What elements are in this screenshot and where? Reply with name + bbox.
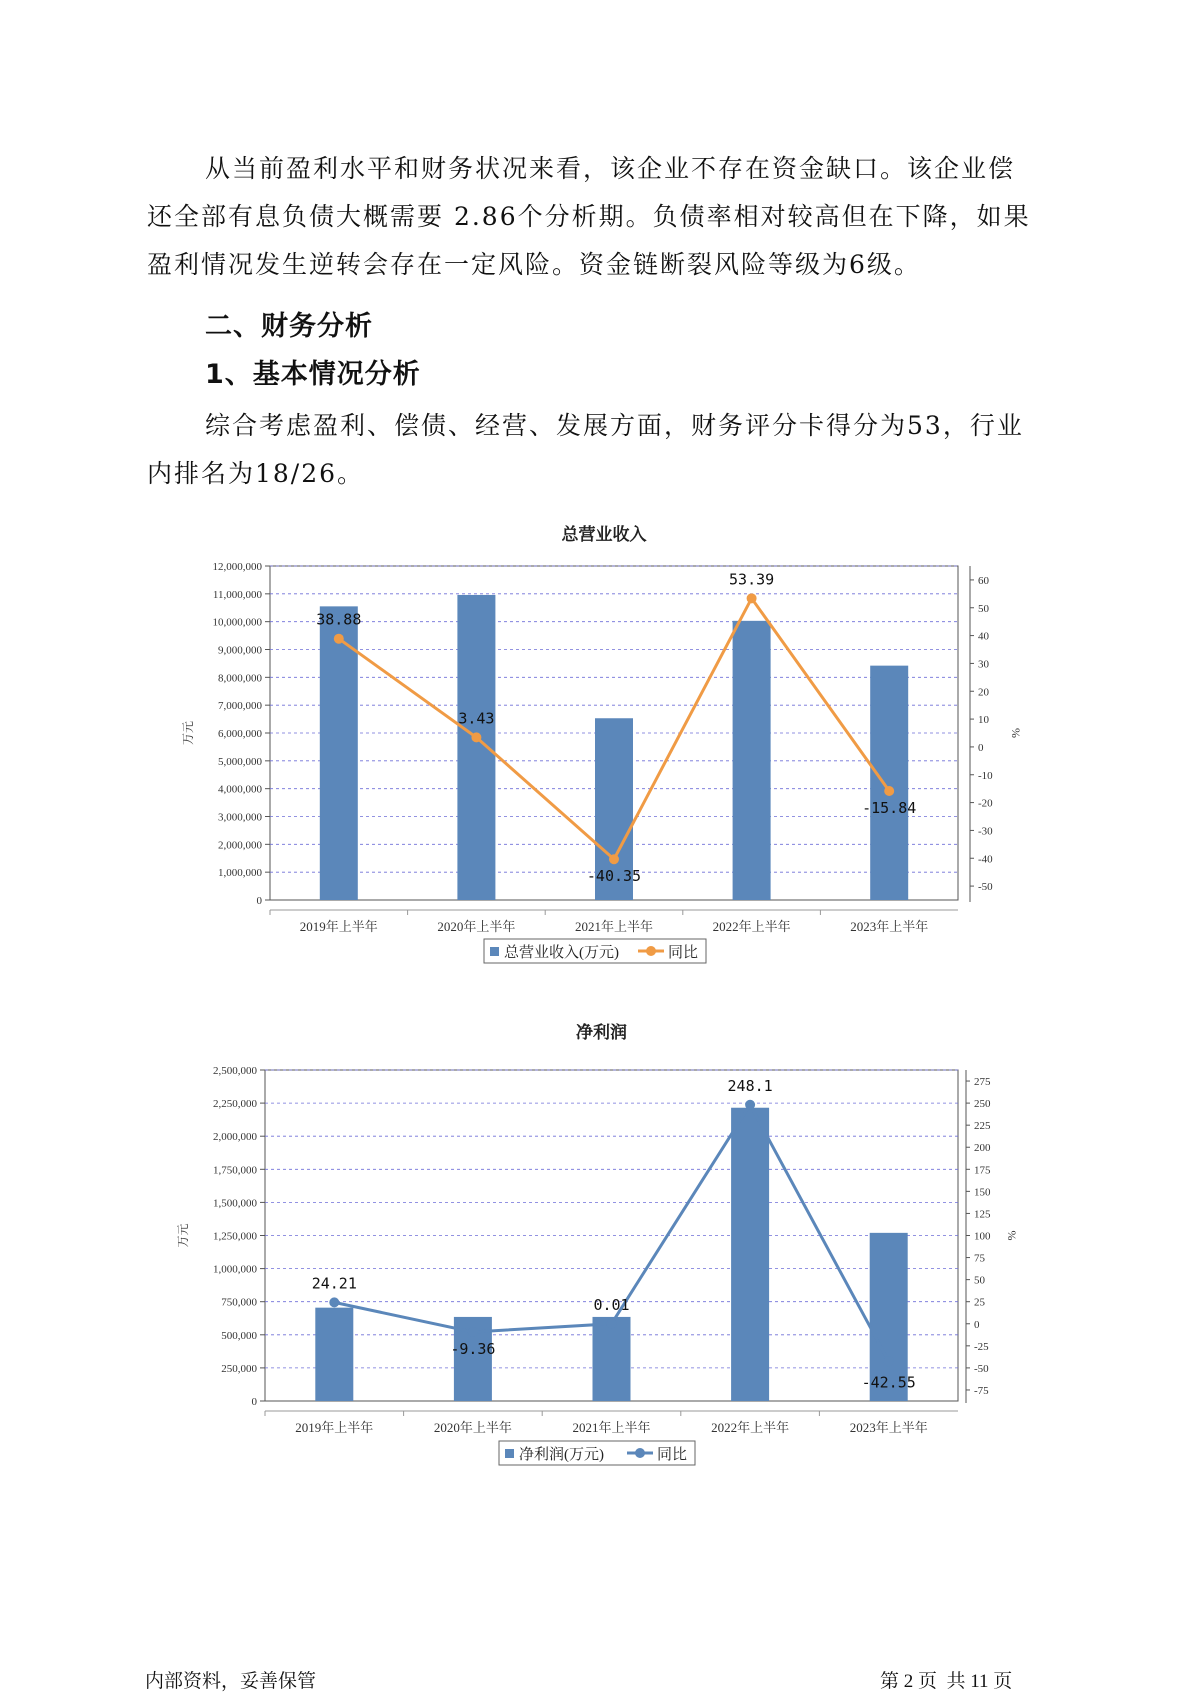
section-heading: 二、财务分析 [205,311,373,342]
data-label: 248.1 [727,1076,773,1095]
y2-tick-label: 250 [974,1098,991,1111]
footer-page-number: 第 2 页 共 11 页 [880,1671,1013,1692]
y-tick-label: 1,000,000 [218,867,262,880]
legend-bar-label: 总营业收入(万元) [504,945,619,961]
y-tick-label: 8,000,000 [218,672,262,685]
legend-bar-swatch [505,1449,514,1458]
y-tick-label: 3,000,000 [218,811,262,824]
legend-line-marker [646,946,656,956]
y2-tick-label: -20 [978,797,993,810]
y-tick-label: 1,250,000 [213,1230,257,1243]
y-tick-label: 1,000,000 [213,1263,257,1276]
data-label: -9.36 [450,1340,496,1359]
y2-tick-label: 60 [978,574,989,587]
line-point [471,732,481,742]
y2-tick-label: -50 [978,881,993,894]
y2-tick-label: 50 [974,1274,985,1287]
x-tick-label: 2022年上半年 [712,919,791,934]
chart-title: 净利润 [576,1023,627,1043]
y-tick-label: 2,000,000 [218,839,262,852]
data-label: -15.84 [862,799,917,818]
y-tick-label: 10,000,000 [212,616,262,629]
paragraph-line: 还全部有息负债大概需要 2.86个分析期。负债率相对较高但在下降，如果 [147,202,1031,231]
y2-tick-label: 125 [974,1208,991,1221]
bar [870,666,908,900]
y2-tick-label: 75 [974,1252,985,1265]
line-point [329,1297,339,1307]
line-point [884,1356,894,1366]
y-axis-label: 万元 [176,1223,190,1248]
y-tick-label: 4,000,000 [218,783,262,796]
x-tick-label: 2019年上半年 [295,1420,374,1435]
y2-tick-label: 0 [974,1318,980,1331]
paragraph-line: 综合考虑盈利、偿债、经营、发展方面，财务评分卡得分为53，行业 [205,411,1024,440]
y2-tick-label: 40 [978,630,989,643]
y2-tick-label: 30 [978,658,989,671]
y-tick-label: 7,000,000 [218,700,262,713]
bar [733,621,771,900]
y-tick-label: 250,000 [221,1362,257,1375]
legend-line-label: 同比 [657,1447,688,1463]
y2-tick-label: 200 [974,1142,991,1155]
legend-bar-label: 净利润(万元) [519,1447,604,1463]
y-tick-label: 12,000,000 [212,561,262,573]
y2-tick-label: 275 [974,1076,991,1089]
y-tick-label: 2,250,000 [213,1098,257,1111]
subsection-heading: 1、基本情况分析 [205,359,421,390]
data-label: -40.35 [586,867,642,886]
chart-title: 总营业收入 [561,525,647,545]
x-tick-label: 2019年上半年 [299,919,378,934]
y2-tick-label: -75 [974,1384,989,1397]
y-tick-label: 0 [256,895,262,907]
y2-tick-label: 175 [974,1164,991,1177]
y2-tick-label: -10 [978,769,993,782]
y2-tick-label: 25 [974,1296,985,1309]
y-tick-label: 0 [251,1396,257,1408]
y2-tick-label: 0 [978,741,984,754]
bar [315,1308,353,1401]
line-point [609,854,619,864]
x-tick-label: 2020年上半年 [433,1420,512,1435]
y-tick-label: 5,000,000 [218,755,262,768]
y-tick-label: 11,000,000 [212,588,262,601]
y-tick-label: 750,000 [221,1296,257,1309]
y2-axis-label: % [1009,728,1023,738]
y-tick-label: 1,500,000 [213,1197,257,1210]
y2-tick-label: -25 [974,1340,989,1353]
bar [320,606,358,900]
legend-line-label: 同比 [668,945,699,961]
legend-line-marker [635,1448,645,1458]
paragraph-line: 从当前盈利水平和财务状况来看，该企业不存在资金缺口。该企业偿 [205,154,1016,183]
y-axis-label: 万元 [181,720,195,746]
bar [731,1108,769,1401]
line-point [747,593,757,603]
x-tick-label: 2021年上半年 [572,1420,651,1435]
line-point [745,1100,755,1110]
x-tick-label: 2023年上半年 [849,1420,928,1435]
bar [593,1317,631,1401]
y2-axis-label: % [1005,1230,1019,1241]
y2-tick-label: -30 [978,825,993,838]
legend-bar-swatch [490,947,499,956]
x-tick-label: 2021年上半年 [574,919,654,934]
paragraph-line: 盈利情况发生逆转会存在一定风险。资金链断裂风险等级为6级。 [147,250,921,279]
data-label: -42.55 [861,1373,916,1392]
data-label: 38.88 [316,610,362,629]
x-tick-label: 2023年上半年 [850,919,929,934]
line-point [468,1327,478,1337]
footer-confidential: 内部资料，妥善保管 [145,1671,317,1692]
y2-tick-label: 10 [978,714,989,727]
data-label: 53.39 [729,570,775,589]
y-tick-label: 2,000,000 [213,1131,257,1144]
y2-tick-label: 150 [974,1186,991,1199]
line-point [884,786,894,796]
y-tick-label: 9,000,000 [218,644,262,657]
y-tick-label: 6,000,000 [218,728,262,740]
y2-tick-label: 50 [978,602,989,615]
y2-tick-label: 225 [974,1120,991,1133]
data-label: 3.43 [458,709,495,728]
line-point [334,634,344,644]
x-tick-label: 2022年上半年 [711,1420,790,1435]
y-tick-label: 1,750,000 [213,1164,257,1177]
x-tick-label: 2020年上半年 [437,919,516,934]
y2-tick-label: -40 [978,853,993,866]
y-tick-label: 2,500,000 [213,1065,257,1077]
data-label: 24.21 [311,1274,357,1293]
y2-tick-label: 20 [978,686,989,699]
paragraph-line: 内排名为18/26。 [147,459,365,488]
data-label: 0.01 [593,1295,630,1314]
y2-tick-label: 100 [974,1230,991,1243]
line-point [607,1319,617,1329]
y-tick-label: 500,000 [221,1329,257,1342]
y2-tick-label: -50 [974,1362,989,1375]
